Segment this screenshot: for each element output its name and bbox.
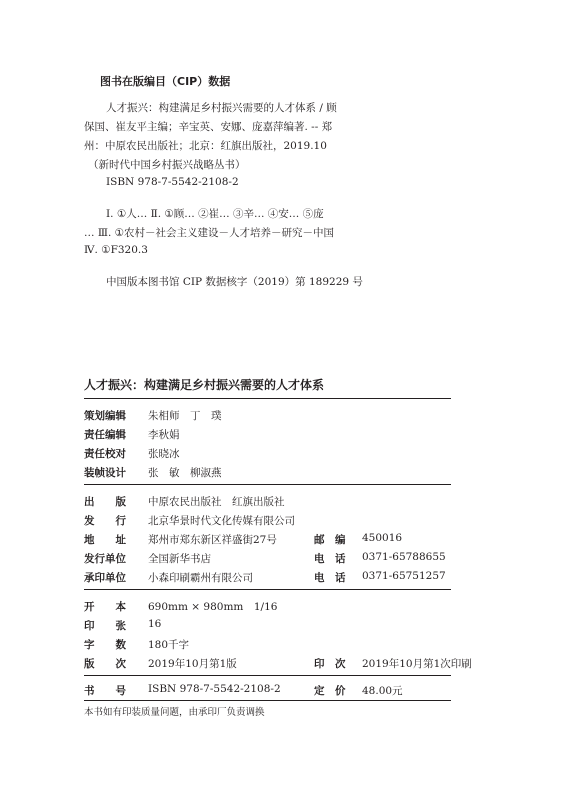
sheets-label: 印 张 — [84, 620, 126, 632]
phone-label: 电 话 — [314, 572, 346, 584]
zip-value: 450016 — [362, 532, 403, 544]
address-label: 地 址 — [84, 534, 126, 546]
cip-line-3: 州：中原农民出版社；北京：红旗出版社，2019.10 — [84, 140, 327, 152]
word-count-value: 180千字 — [148, 639, 190, 651]
edition-label: 版 次 — [84, 658, 126, 670]
phone-label: 电 话 — [314, 553, 346, 565]
distributor-label: 发 行 — [84, 515, 126, 527]
isbn-value: ISBN 978-7-5542-2108-2 — [148, 683, 281, 695]
editor-label-responsible: 责任编辑 — [84, 429, 126, 441]
format-value: 690mm × 980mm 1/16 — [148, 601, 278, 613]
seller-label: 发行单位 — [84, 553, 126, 565]
divider — [84, 589, 451, 590]
divider — [84, 675, 451, 676]
editor-label-proofread: 责任校对 — [84, 448, 126, 460]
cip-isbn: ISBN 978-7-5542-2108-2 — [106, 176, 239, 188]
seller-value: 全国新华书店 — [148, 553, 211, 565]
cip-line-2: 保国、崔友平主编；辛宝英、安娜、庞嘉萍编著. -- 郑 — [84, 121, 333, 133]
editor-label-design: 装帧设计 — [84, 467, 126, 479]
printing-value: 2019年10月第1次印刷 — [362, 658, 472, 670]
phone-value: 0371-65788655 — [362, 551, 446, 563]
zip-label: 邮 编 — [314, 534, 346, 546]
cip-line-1: 人才振兴：构建满足乡村振兴需要的人才体系 / 顾 — [106, 102, 337, 114]
divider — [84, 398, 451, 399]
editor-value-design: 张 敏 柳淑燕 — [148, 467, 222, 479]
quality-note: 本书如有印装质量问题，由承印厂负责调换 — [84, 707, 265, 718]
price-value: 48.00元 — [362, 685, 403, 697]
cip-class-line-2: … Ⅲ. ①农村－社会主义建设－人才培养－研究－中国 — [84, 227, 335, 239]
editor-value-planning: 朱相师 丁 璞 — [148, 410, 222, 422]
phone-value: 0371-65751257 — [362, 570, 446, 582]
editor-value-proofread: 张晓冰 — [148, 448, 180, 460]
printer-value: 小森印刷霸州有限公司 — [148, 572, 253, 584]
isbn-label: 书 号 — [84, 685, 126, 697]
cip-catalog-number: 中国版本图书馆 CIP 数据核字（2019）第 189229 号 — [106, 276, 363, 288]
editor-value-responsible: 李秋娟 — [148, 429, 180, 441]
price-label: 定 价 — [314, 685, 346, 697]
book-title: 人才振兴：构建满足乡村振兴需要的人才体系 — [84, 378, 325, 392]
cip-class-line-1: Ⅰ. ①人… Ⅱ. ①顾… ②崔… ③辛… ④安… ⑤庞 — [106, 208, 324, 220]
publisher-label: 出 版 — [84, 496, 126, 508]
cip-class-line-3: Ⅳ. ①F320.3 — [84, 244, 148, 256]
editor-label-planning: 策划编辑 — [84, 410, 126, 422]
printing-label: 印 次 — [314, 658, 346, 670]
sheets-value: 16 — [148, 618, 162, 630]
publisher-value: 中原农民出版社 红旗出版社 — [148, 496, 285, 508]
word-count-label: 字 数 — [84, 639, 126, 651]
cip-line-4: （新时代中国乡村振兴战略丛书） — [88, 159, 246, 171]
cip-heading: 图书在版编目（CIP）数据 — [100, 75, 231, 88]
divider — [84, 484, 451, 485]
divider — [84, 700, 451, 701]
edition-value: 2019年10月第1版 — [148, 658, 237, 670]
distributor-value: 北京华景时代文化传媒有限公司 — [148, 515, 295, 527]
printer-label: 承印单位 — [84, 572, 126, 584]
format-label: 开 本 — [84, 601, 126, 613]
address-value: 郑州市郑东新区祥盛街27号 — [148, 534, 277, 546]
